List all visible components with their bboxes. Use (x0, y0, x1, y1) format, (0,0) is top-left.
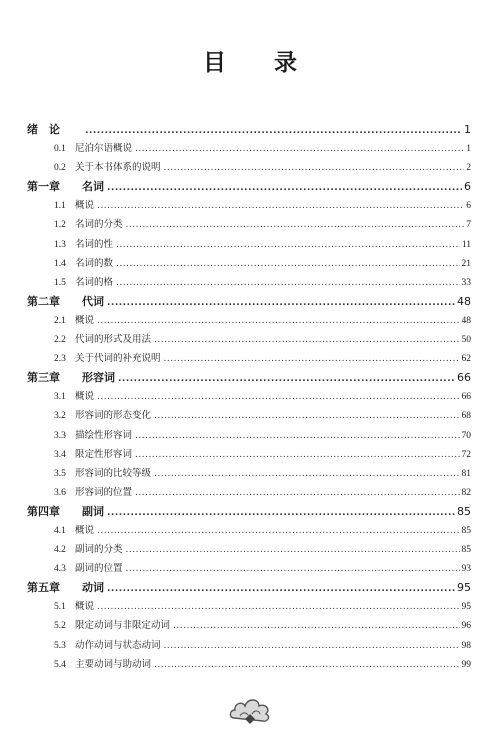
page-title: 目 录 (202, 50, 317, 76)
toc-section-entry[interactable] (27, 274, 471, 293)
entry-title: 代词的形式及用法 (75, 334, 152, 346)
entry-title: 关于本书体系的说明 (75, 162, 161, 174)
page-number: 6 (466, 201, 471, 212)
dot-leader (135, 488, 459, 498)
entry-title: 形容词 (82, 371, 115, 385)
section-number: 4.2 (54, 545, 66, 556)
dot-leader (97, 201, 464, 211)
dot-leader (135, 450, 459, 460)
page-number: 33 (461, 277, 471, 288)
dot-leader (97, 316, 459, 326)
dot-leader (164, 163, 465, 173)
chapter-number: 绪 论 (27, 123, 60, 136)
dot-leader (154, 469, 459, 479)
page-number: 11 (461, 239, 471, 250)
entry-title: 名词的性 (75, 238, 114, 250)
dot-leader (118, 374, 455, 384)
entry-title: 动词 (82, 581, 104, 595)
section-number: 3.3 (54, 430, 66, 441)
page-number: 98 (461, 640, 471, 651)
entry-title: 形容词的形态变化 (75, 410, 152, 422)
table-of-contents (27, 121, 471, 675)
page-number: 66 (461, 392, 471, 403)
page-number: 2 (466, 163, 471, 174)
entry-title: 概说 (75, 524, 95, 536)
page-number: 95 (457, 581, 471, 595)
entry-title: 名词的格 (75, 276, 114, 288)
dot-leader (135, 144, 464, 154)
section-number: 3.2 (54, 411, 66, 422)
entry-title: 代词 (82, 294, 104, 308)
section-number: 5.3 (54, 640, 66, 651)
page-number: 72 (461, 449, 471, 460)
toc-section-entry[interactable] (27, 522, 471, 541)
entry-title: 关于代词的补充说明 (75, 353, 161, 365)
page-number: 6 (464, 180, 471, 194)
page-number: 81 (461, 468, 471, 479)
toc-section-entry[interactable] (27, 255, 471, 274)
page-number: 7 (466, 220, 471, 231)
dot-leader (154, 411, 459, 421)
toc-section-entry[interactable] (27, 541, 471, 560)
toc-section-entry[interactable] (27, 388, 471, 407)
toc-chapter-entry[interactable] (27, 579, 471, 598)
dot-leader (154, 335, 459, 345)
entry-title: 概说 (75, 200, 95, 212)
section-number: 3.1 (54, 392, 66, 403)
entry-title: 形容词的位置 (75, 486, 133, 498)
toc-section-entry[interactable] (27, 140, 471, 159)
entry-title: 动作动词与状态动词 (75, 639, 161, 651)
dot-leader (173, 621, 459, 631)
toc-section-entry[interactable] (27, 484, 471, 503)
toc-section-entry[interactable] (27, 560, 471, 579)
section-number: 1.1 (54, 201, 66, 212)
section-number: 3.5 (54, 468, 66, 479)
page-number: 48 (461, 315, 471, 326)
dot-leader (107, 183, 462, 193)
toc-section-entry[interactable] (27, 159, 471, 178)
entry-title: 限定动词与非限定动词 (75, 620, 171, 632)
entry-title: 名词 (82, 180, 104, 194)
toc-section-entry[interactable] (27, 656, 471, 675)
section-number: 2.2 (54, 335, 66, 346)
page-number: 85 (461, 545, 471, 556)
entry-title: 主要动词与助动词 (75, 658, 152, 670)
page-number: 99 (461, 659, 471, 670)
entry-title: 副词 (82, 504, 104, 518)
section-number: 0.2 (54, 163, 66, 174)
section-number: 0.1 (54, 144, 66, 155)
dot-leader (85, 126, 462, 136)
section-number: 1.3 (54, 239, 66, 250)
section-number: 5.1 (54, 602, 66, 613)
page-number: 96 (461, 621, 471, 632)
entry-title: 描绘性形容词 (75, 429, 133, 441)
entry-title: 限定性形容词 (75, 448, 133, 460)
dot-leader (164, 641, 460, 651)
toc-section-entry[interactable] (27, 637, 471, 656)
page-number: 62 (461, 354, 471, 365)
entry-title: 概说 (75, 601, 95, 613)
page-number: 1 (466, 144, 471, 155)
dot-leader (116, 259, 459, 269)
dot-leader (107, 584, 455, 594)
page-number: 48 (457, 294, 471, 308)
cloud-ornament-icon (228, 694, 272, 726)
dot-leader (97, 392, 459, 402)
dot-leader (126, 564, 460, 574)
chapter-number: 第四章 (27, 504, 60, 518)
toc-section-entry[interactable] (27, 312, 471, 331)
dot-leader (135, 431, 459, 441)
toc-chapter-entry[interactable] (27, 293, 471, 312)
dot-leader (126, 545, 460, 555)
page-number: 1 (464, 123, 471, 136)
toc-section-entry[interactable] (27, 331, 471, 350)
section-number: 5.2 (54, 621, 66, 632)
section-number: 1.4 (54, 258, 66, 269)
entry-title: 名词的分类 (75, 219, 123, 231)
page-number: 95 (461, 602, 471, 613)
toc-section-entry[interactable] (27, 617, 471, 636)
entry-title: 尼泊尔语概说 (75, 143, 133, 155)
dot-leader (97, 602, 459, 612)
chapter-number: 第二章 (27, 294, 60, 308)
toc-section-entry[interactable] (27, 427, 471, 446)
dot-leader (107, 298, 455, 308)
entry-title: 名词的数 (75, 257, 114, 269)
section-number: 4.1 (54, 525, 66, 536)
section-number: 1.5 (54, 277, 66, 288)
dot-leader (126, 220, 465, 230)
entry-title: 概说 (75, 391, 95, 403)
dot-leader (154, 660, 459, 670)
section-number: 3.4 (54, 449, 66, 460)
page-number: 68 (461, 411, 471, 422)
toc-chapter-entry[interactable] (27, 503, 471, 522)
page-number: 50 (461, 335, 471, 346)
dot-leader (97, 526, 459, 536)
section-number: 3.6 (54, 487, 66, 498)
dot-leader (164, 354, 460, 364)
page-number: 66 (457, 371, 471, 385)
toc-section-entry[interactable] (27, 197, 471, 216)
dot-leader (116, 278, 459, 288)
toc-section-entry[interactable] (27, 446, 471, 465)
entry-title: 副词的位置 (75, 563, 123, 575)
section-number: 1.2 (54, 220, 66, 231)
toc-chapter-entry[interactable] (27, 369, 471, 388)
dot-leader (116, 240, 460, 250)
page-number: 85 (457, 504, 471, 518)
toc-section-entry[interactable] (27, 350, 471, 369)
entry-title: 副词的分类 (75, 544, 123, 556)
toc-section-entry[interactable] (27, 236, 471, 255)
section-number: 5.4 (54, 659, 66, 670)
page-number: 82 (461, 487, 471, 498)
chapter-number: 第五章 (27, 581, 60, 595)
dot-leader (107, 508, 455, 518)
section-number: 4.3 (54, 564, 66, 575)
toc-section-entry[interactable] (27, 598, 471, 617)
page-number: 93 (461, 564, 471, 575)
entry-title: 形容词的比较等级 (75, 467, 152, 479)
page-number: 70 (461, 430, 471, 441)
toc-chapter-entry[interactable] (27, 121, 471, 140)
page-number: 21 (461, 258, 471, 269)
toc-section-entry[interactable] (27, 216, 471, 235)
toc-section-entry[interactable] (27, 407, 471, 426)
section-number: 2.3 (54, 354, 66, 365)
section-number: 2.1 (54, 315, 66, 326)
entry-title: 概说 (75, 314, 95, 326)
chapter-number: 第三章 (27, 371, 60, 385)
toc-chapter-entry[interactable] (27, 178, 471, 197)
toc-section-entry[interactable] (27, 465, 471, 484)
chapter-number: 第一章 (27, 180, 60, 194)
page-number: 85 (461, 525, 471, 536)
